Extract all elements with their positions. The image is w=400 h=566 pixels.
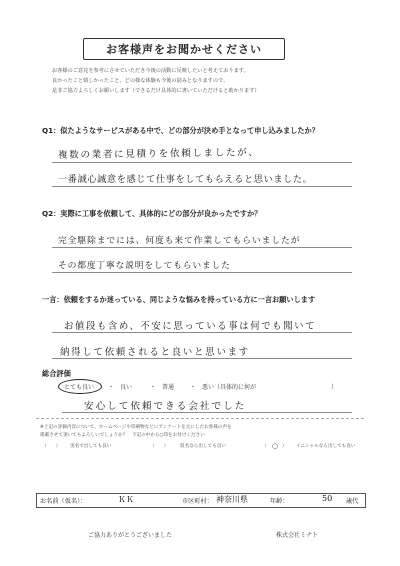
rating-heading: 総合評価 [42, 369, 71, 378]
choice-initials-paren-open: （ [262, 444, 267, 449]
publish-note-2: 掲載させて頂いてもよろしいでしょうか？ 下記の中から○印をお付けください [40, 433, 205, 438]
choice-pseudonym[interactable]: 仮名なら出しても良い [180, 444, 226, 449]
city-label: 市区町村： [182, 498, 213, 505]
age-value[interactable]: 50 [322, 494, 333, 503]
age-suffix: 歳代 [346, 498, 359, 505]
q3-answer-line-1: お値段も含め、不安に思っている事は何でも聞いて [64, 321, 317, 332]
q2-rule-2 [52, 272, 352, 273]
name-value[interactable]: ＫＫ [118, 495, 134, 504]
rating-option-bad-close: ） [331, 384, 338, 391]
intro-line-2: 良かったこと嬉しかったこと、どの様な体験も今後の励みとなりますので、 [52, 78, 229, 84]
footer-thanks: ご協力ありがとうございました [88, 532, 173, 539]
rating-option-normal-bullet: ・ [150, 384, 157, 391]
q1-rule-1 [52, 162, 352, 163]
publish-note-1: ※上記の評価内容について、ホームページや印刷物などにアンケートを元にしたお客様の声を [40, 425, 232, 430]
q1-answer-line-1: 複数の業者に見積りを依頼しましたが、 [57, 147, 260, 161]
rating-option-normal[interactable]: 普通 [162, 384, 175, 391]
q2-rule-1 [52, 247, 352, 248]
section-separator [36, 418, 364, 419]
q1-question: Q1：似たようなサービスがある中で、どの部分が決め手となって申し込みましたか？ [42, 126, 319, 135]
choice-initials-mark: ○ [272, 442, 279, 450]
choice-real-name-paren: （ ） [42, 444, 61, 449]
choice-initials-paren-close: ） [282, 444, 287, 449]
q3-rule-2 [52, 358, 352, 359]
page-title: お客様声をお聞かせください [83, 38, 285, 60]
rating-rule [62, 412, 352, 413]
rating-option-good[interactable]: 良い [120, 384, 133, 391]
q2-answer-line-1: 完全駆除までには、何度も来て作業してもらいましたが [58, 236, 301, 246]
rating-comment: 安心して依頼できる会社でした [84, 401, 247, 412]
choice-real-name[interactable]: 実名で出しても良い [70, 444, 112, 449]
q1-rule-2 [52, 186, 352, 187]
rating-option-bad[interactable]: 悪い（具体的に何が [202, 384, 257, 391]
q3-question: 一言：依頼をするか迷っている、同じような悩みを持っている方に一言お願いします [42, 295, 316, 304]
q3-answer-line-2: 納得して依頼されると良いと思います [60, 347, 250, 358]
q3-rule-1 [52, 332, 352, 333]
q1-answer-line-2: 一番誠心誠意を感じて仕事をしてもらえると思いました。 [58, 174, 313, 185]
intro-line-3: 是非ご協力よろしくお願いします（できるだけ具体的に書いていただけると助かります） [52, 88, 260, 94]
choice-pseudonym-paren: （ ） [150, 444, 169, 449]
rating-option-very-good[interactable]: とても良い [64, 384, 95, 391]
intro-line-1: お客様のご意見を参考にさせていただき今後の活動に反映したいと考えております。 [52, 68, 249, 74]
footer-company: 株式会社ミナト [276, 532, 319, 539]
rating-option-good-bullet: ・ [108, 384, 115, 391]
age-label: 年齢： [270, 498, 289, 505]
q2-question: Q2：実際に工事を依頼して、具体的にどの部分が良かったですか？ [42, 209, 262, 218]
rating-option-bad-bullet: ・ [190, 384, 197, 391]
q2-answer-line-2: その都度丁寧な説明をしてもらいました [58, 261, 231, 271]
choice-initials[interactable]: イニシャルなら出しても良い [296, 444, 356, 449]
city-value[interactable]: 神奈川県 [216, 495, 248, 504]
name-label: お名前（仮名）： [40, 498, 87, 505]
